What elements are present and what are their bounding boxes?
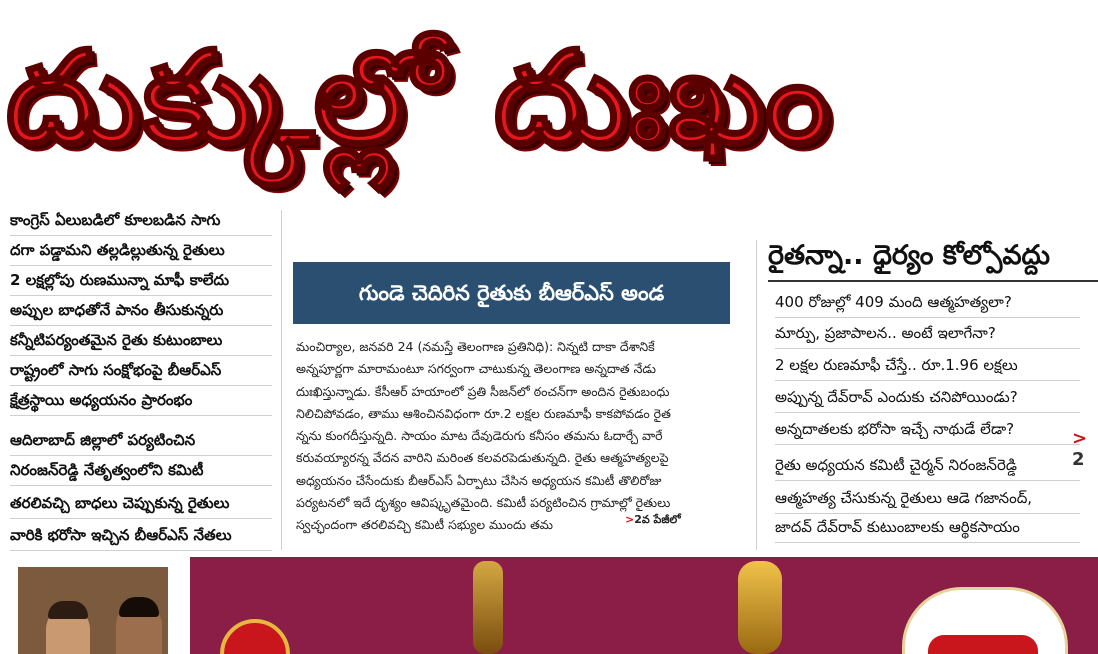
summary-line: 2 లక్షల్లోపు రుణమున్నా మాఫీ కాలేదు (10, 265, 272, 296)
body-line: దుఃఖిస్తున్నాడు. కేసీఆర్ హయాంలో ప్రతి సీజన్‌లో ఠంచన్‌గా అందిన రైతుబంధు (296, 383, 670, 399)
right-item: 2 లక్షల రుణమాఫీ చేస్తే.. రూ.1.96 లక్షలు (775, 350, 1080, 381)
column-divider (281, 210, 282, 550)
body-line: కరువయ్యారన్న వేదన వారిని మరింత కలవరపెడుతున్నది. రైతు ఆత్మహత్యలపై (296, 450, 669, 466)
article-body (296, 336, 732, 537)
brand-logo (928, 635, 1038, 654)
summary-line: ఆదిలాబాద్ జిల్లాలో పర్యటించిన (10, 425, 272, 456)
right-item: రైతు అధ్యయన కమిటీ చైర్మన్ నిరంజన్‌రెడ్డి (775, 450, 1080, 481)
body-line: పర్యటనలో ఇదే దృశ్యం ఆవిష్కృతమైంది. కమిటీ పర్యటించిన గ్రామాల్లో రైతులు (296, 495, 671, 511)
summary-line: రాష్ట్రంలో సాగు సంక్షోభంపై బీఆర్ఎస్ (10, 355, 272, 386)
summary-line: క్షేత్రస్థాయి అధ్యయనం ప్రారంభం (10, 385, 272, 416)
page-ref-number: 2 (1072, 449, 1085, 470)
person-hair (48, 601, 88, 619)
page-reference[interactable] (1072, 428, 1098, 470)
right-item: జాదవ్ దేవ్‌రావ్ కుటుంబాలకు ఆర్థికసాయం (775, 512, 1080, 543)
chevron-right-icon: > (1072, 428, 1088, 449)
sub-headline-banner (293, 262, 730, 324)
summary-line: అప్పుల బాధతోనే పానం తీసుకున్నరు (10, 295, 272, 326)
body-line: అన్నపూర్ణగా మారామంటూ సగర్వంగా చాటుకున్న తెలంగాణ అన్నదాత నేడు (296, 361, 656, 377)
body-line: న్నను కుంగదీస్తున్నది. సాయం మాట దేవుడెరుగు కనీసం తమను ఓదార్చే వారే (296, 428, 663, 444)
summary-line: వారికి భరోసా ఇచ్చిన బీఆర్ఎస్ నేతలు (10, 520, 272, 551)
summary-line: కాంగ్రెస్ ఏలుబడిలో కూలబడిన సాగు (10, 205, 272, 236)
right-item: ఆత్మహత్య చేసుకున్న రైతులు ఆడె గజానంద్, (775, 483, 1080, 514)
chevron-right-icon: > (625, 513, 635, 526)
right-column-title: రైతన్నా.. ధైర్యం కోల్పోవద్దు (768, 232, 1098, 282)
jewellery-advertisement (190, 557, 1098, 654)
summary-line: నిరంజన్‌రెడ్డి నేతృత్వంలోని కమిటీ (10, 455, 272, 486)
body-line: అధ్యయనం చేసేందుకు బీఆర్ఎస్ ఏర్పాటు చేసిన అధ్యయన కమిటీ తొలిరోజు (296, 472, 662, 488)
continued-on-page-link[interactable] (625, 513, 681, 529)
right-item: అన్నదాతలకు భరోసా ఇచ్చే నాథుడే లేడా? (775, 414, 1080, 445)
column-divider-right (756, 240, 757, 550)
pendant-jewel-image (738, 561, 782, 654)
left-summary-column (0, 205, 272, 550)
sub-headline: గుండె చెదిరిన రైతుకు బీఆర్ఎస్ అండ (358, 281, 665, 305)
right-item: అప్పున్న దేవ్‌రావ్ ఎందుకు చనిపోయిండు? (775, 382, 1080, 413)
body-line: నిలిచిపోవడం, తాము ఆశించినవిధంగా రూ.2 లక్షల రుణమాఫీ కాకపోవడం రైత (296, 405, 671, 421)
main-headline (0, 0, 1098, 205)
farmers-photo (18, 567, 168, 654)
person-hair (119, 597, 159, 617)
earring-jewel-image (473, 561, 503, 654)
summary-line: కన్నీటిపర్యంతమైన రైతు కుటుంబాలు (10, 325, 272, 356)
summary-line: తరలివచ్చి బాధలు చెప్పుకున్న రైతులు (10, 488, 272, 519)
right-item: మార్పు, ప్రజాపాలన.. అంటే ఇలాగేనా? (775, 318, 1080, 349)
body-line: మంచిర్యాల, జనవరి 24 (నమస్తే తెలంగాణ ప్రతినిధి): నిన్నటి దాకా దేశానికే (296, 339, 655, 354)
headline-text: దుక్కుల్లో దుఃఖం (6, 24, 833, 173)
brand-medallion-icon (220, 619, 290, 654)
continued-label: 2వ పేజీలో (634, 513, 681, 526)
body-line: స్వచ్ఛందంగా తరలివచ్చి కమిటీ సభ్యుల ముందు తమ (296, 517, 554, 533)
right-item: 400 రోజుల్లో 409 మంది ఆత్మహత్యలా? (775, 287, 1080, 318)
summary-line: దగా పడ్డామని తల్లడిల్లుతున్న రైతులు (10, 235, 272, 266)
